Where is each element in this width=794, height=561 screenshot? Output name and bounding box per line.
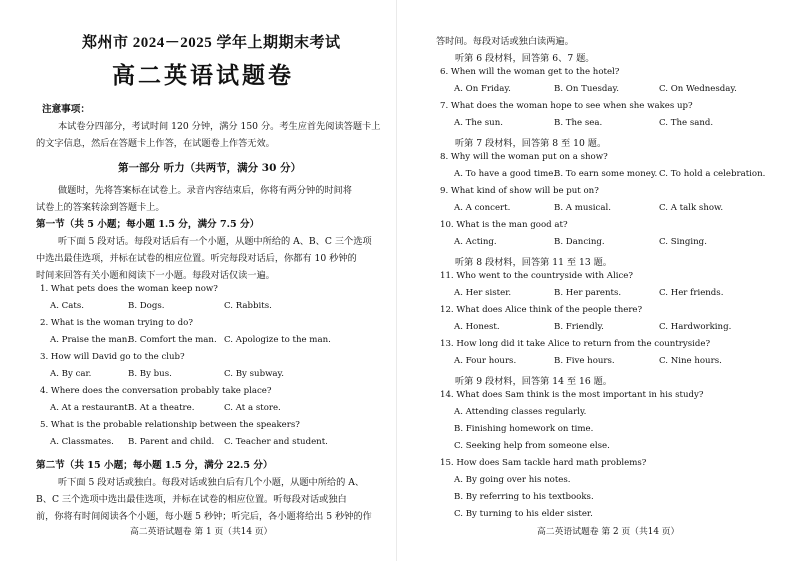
- material-lead: 听第 8 段材料，回答第 11 至 13 题。: [455, 257, 612, 268]
- question-stem: 5. What is the probable relationship between the speakers?: [40, 420, 300, 430]
- question-stem: 9. What kind of show will be put on?: [440, 186, 599, 196]
- option-a: A. Attending classes regularly.: [454, 407, 587, 417]
- option-c: C. The sand.: [659, 118, 714, 128]
- option-a: A. Classmates.: [50, 437, 114, 447]
- option-a: A. By car.: [50, 369, 92, 379]
- option-a: A. At a restaurant.: [50, 403, 131, 413]
- question-stem: 12. What does Alice think of the people there?: [440, 305, 643, 315]
- option-a: A. To have a good time.: [454, 169, 557, 179]
- continued-line: 答时间。每段对话或独白读两遍。: [436, 36, 574, 47]
- option-b: B. Five hours.: [554, 356, 615, 366]
- section2-heading: 第二节（共 15 小题；每小题 1.5 分，满分 22.5 分）: [36, 460, 273, 471]
- notice-line: 本试卷分四部分，考试时间 120 分钟，满分 150 分。考生应首先阅读答题卡上: [58, 121, 381, 132]
- question-stem: 4. Where does the conversation probably take place?: [40, 386, 272, 396]
- option-a: A. On Friday.: [454, 84, 511, 94]
- option-b: B. By referring to his textbooks.: [454, 492, 594, 502]
- option-c: C. Hardworking.: [659, 322, 732, 332]
- option-b: B. A musical.: [554, 203, 611, 213]
- material-lead: 听第 6 段材料，回答第 6、7 题。: [455, 53, 595, 64]
- option-a: A. By going over his notes.: [454, 475, 571, 485]
- option-c: C. On Wednesday.: [659, 84, 737, 94]
- question-stem: 13. How long did it take Alice to return from the countryside?: [440, 339, 711, 349]
- material-lead: 听第 7 段材料，回答第 8 至 10 题。: [455, 138, 607, 149]
- option-a: A. Her sister.: [454, 288, 512, 298]
- section1-intro-line: 中选出最佳选项，并标在试卷的相应位置。听完每段对话后，你都有 10 秒钟的: [36, 253, 357, 264]
- option-c: C. By subway.: [224, 369, 285, 379]
- option-c: C. At a store.: [224, 403, 281, 413]
- question-stem: 2. What is the woman trying to do?: [40, 318, 193, 328]
- option-c: C. To hold a celebration.: [659, 169, 766, 179]
- question-stem: 15. How does Sam tackle hard math problems?: [440, 458, 647, 468]
- option-b: B. To earn some money.: [554, 169, 658, 179]
- page-footer: 高二英语试题卷 第 1 页（共14 页）: [130, 527, 273, 537]
- exam-title: 郑州市 2024－2025 学年上期期末考试: [82, 35, 341, 51]
- question-stem: 3. How will David go to the club?: [40, 352, 185, 362]
- option-a: A. A concert.: [454, 203, 511, 213]
- option-a: A. Cats.: [50, 301, 84, 311]
- option-c: C. Her friends.: [659, 288, 724, 298]
- section1-intro-line: 时间来回答有关小题和阅读下一小题。每段对话仅读一遍。: [36, 270, 275, 281]
- option-c: C. A talk show.: [659, 203, 724, 213]
- option-b: B. Dogs.: [128, 301, 165, 311]
- option-c: C. Rabbits.: [224, 301, 272, 311]
- option-a: A. Honest.: [454, 322, 500, 332]
- material-lead: 听第 9 段材料，回答第 14 至 16 题。: [455, 376, 612, 387]
- part1-intro-line: 试卷上的答案转涂到答题卡上。: [36, 202, 165, 213]
- option-c: C. Singing.: [659, 237, 707, 247]
- part1-intro-line: 做题时，先将答案标在试卷上。录音内容结束后，你将有两分钟的时间将: [58, 185, 352, 196]
- option-a: A. Praise the man.: [50, 335, 131, 345]
- question-stem: 6. When will the woman get to the hotel?: [440, 67, 620, 77]
- option-b: B. At a theatre.: [128, 403, 195, 413]
- question-stem: 11. Who went to the countryside with Alice?: [440, 271, 633, 281]
- option-c: C. Nine hours.: [659, 356, 722, 366]
- question-stem: 7. What does the woman hope to see when she wakes up?: [440, 101, 693, 111]
- section2-intro-line: 听下面 5 段对话或独白。每段对话或独白后有几个小题，从题中所给的 A、: [58, 477, 365, 488]
- option-b: B. By bus.: [128, 369, 172, 379]
- option-b: B. Comfort the man.: [128, 335, 217, 345]
- section2-intro-line: 前，你将有时间阅读各个小题，每小题 5 秒钟；听完后，各小题将给出 5 秒钟的作: [36, 511, 372, 522]
- paper-title: 高二英语试题卷: [112, 63, 294, 88]
- option-b: B. Her parents.: [554, 288, 622, 298]
- section1-heading: 第一节（共 5 小题；每小题 1.5 分，满分 7.5 分）: [36, 219, 260, 230]
- notice-line: 的文字信息，然后在答题卡上作答，在试题卷上作答无效。: [36, 138, 275, 149]
- option-a: A. The sun.: [454, 118, 503, 128]
- page-footer: 高二英语试题卷 第 2 页（共14 页）: [537, 527, 680, 537]
- part1-heading: 第一部分 听力（共两节，满分 30 分）: [118, 162, 302, 174]
- question-stem: 8. Why will the woman put on a show?: [440, 152, 608, 162]
- option-b: B. On Tuesday.: [554, 84, 619, 94]
- notice-heading: 注意事项：: [42, 104, 90, 115]
- exam-page-2: [397, 0, 794, 561]
- section1-intro-line: 听下面 5 段对话。每段对话后有一个小题，从题中所给的 A、B、C 三个选项: [58, 236, 372, 247]
- option-c: C. Apologize to the man.: [224, 335, 331, 345]
- option-b: B. Dancing.: [554, 237, 605, 247]
- question-stem: 1. What pets does the woman keep now?: [40, 284, 218, 294]
- option-c: C. Teacher and student.: [224, 437, 328, 447]
- option-c: C. Seeking help from someone else.: [454, 441, 610, 451]
- section2-intro-line: B、C 三个选项中选出最佳选项，并标在试卷的相应位置。听每段对话或独白: [36, 494, 347, 505]
- option-a: A. Acting.: [454, 237, 497, 247]
- option-b: B. The sea.: [554, 118, 603, 128]
- option-b: B. Finishing homework on time.: [454, 424, 594, 434]
- option-c: C. By turning to his elder sister.: [454, 509, 593, 519]
- option-b: B. Friendly.: [554, 322, 604, 332]
- question-stem: 14. What does Sam think is the most important in his study?: [440, 390, 704, 400]
- option-b: B. Parent and child.: [128, 437, 215, 447]
- question-stem: 10. What is the man good at?: [440, 220, 568, 230]
- option-a: A. Four hours.: [454, 356, 517, 366]
